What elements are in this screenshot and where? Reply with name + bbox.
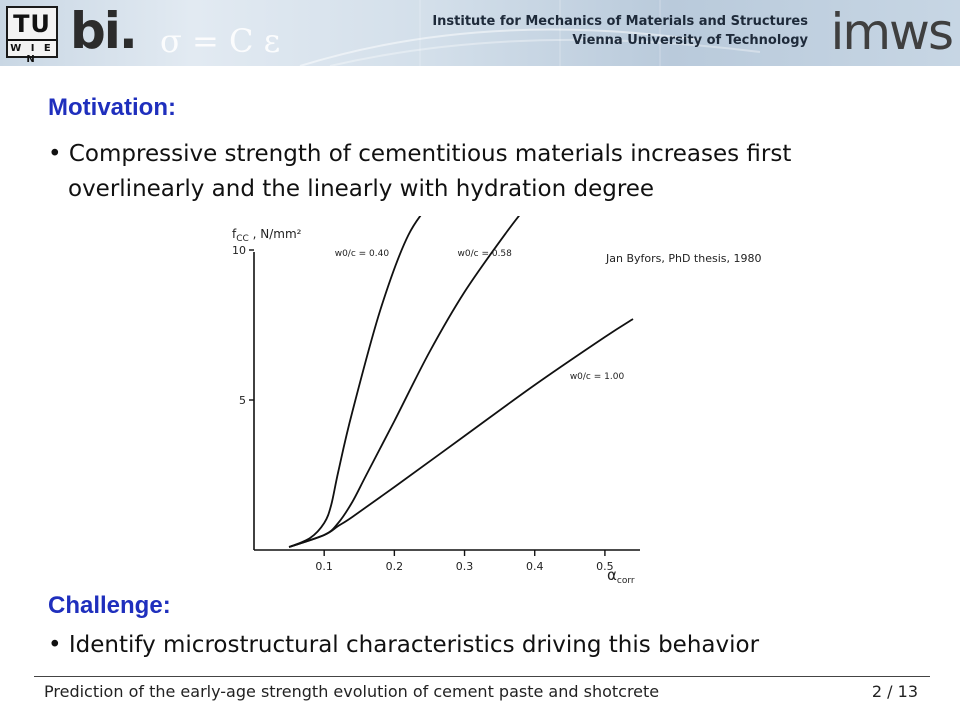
series-label-3: w0/c = 1.00 <box>569 372 625 382</box>
x-axis-label: $\alpha_{corr}$ <box>607 566 635 586</box>
motivation-bullet <box>48 137 928 207</box>
imws-logo: imws <box>830 3 952 61</box>
banner-formula: σ = C ε <box>160 22 281 60</box>
y-axis-label: $f_{CC}$ , N/mm² <box>232 227 302 244</box>
page-number: 2 / 13 <box>871 682 918 701</box>
challenge-heading: Challenge: <box>48 592 171 619</box>
figure-citation: Jan Byfors, PhD thesis, 1980 <box>606 252 762 265</box>
chart-ticks <box>232 244 614 573</box>
challenge-bullet: • Identify microstructural characteristics driving this behavior <box>48 632 760 658</box>
series-label-1: w0/c = 0.40 <box>334 249 390 259</box>
motivation-bullet-line-1: • Compressive strength of cementitious materials increases first <box>48 141 792 167</box>
header-banner <box>0 0 960 66</box>
y-tick-label: 5 <box>239 394 246 407</box>
series-label-2: w0/c = 0.58 <box>457 249 512 259</box>
x-tick-label: 0.5 <box>596 560 614 573</box>
x-tick-label: 0.3 <box>455 560 474 573</box>
motivation-bullet-line-2: overlinearly and the linearly with hydration degree <box>68 176 655 202</box>
institute-line-2: Vienna University of Technology <box>572 33 808 48</box>
strength-chart <box>220 212 680 590</box>
motivation-heading: Motivation: <box>48 94 176 121</box>
tu-logo-text: TU <box>13 10 51 38</box>
y-tick-label: 10 <box>232 244 246 257</box>
bi-logo: bi. <box>70 2 136 60</box>
series-line-2 <box>289 212 535 547</box>
x-tick-label: 0.2 <box>385 560 404 573</box>
x-tick-label: 0.4 <box>525 560 544 573</box>
chart-axes <box>254 252 640 550</box>
institute-line-1: Institute for Mechanics of Materials and Structures <box>432 14 808 29</box>
wien-logo-text: W I E N <box>8 39 56 65</box>
strength-chart-svg <box>220 212 680 590</box>
tu-wien-logo <box>6 6 58 65</box>
series-line-3 <box>289 319 633 547</box>
x-tick-label: 0.1 <box>315 560 333 573</box>
footer-title: Prediction of the early-age strength evolution of cement paste and shotcrete <box>44 682 660 701</box>
institute-name <box>432 12 808 50</box>
footer-divider <box>34 676 930 677</box>
